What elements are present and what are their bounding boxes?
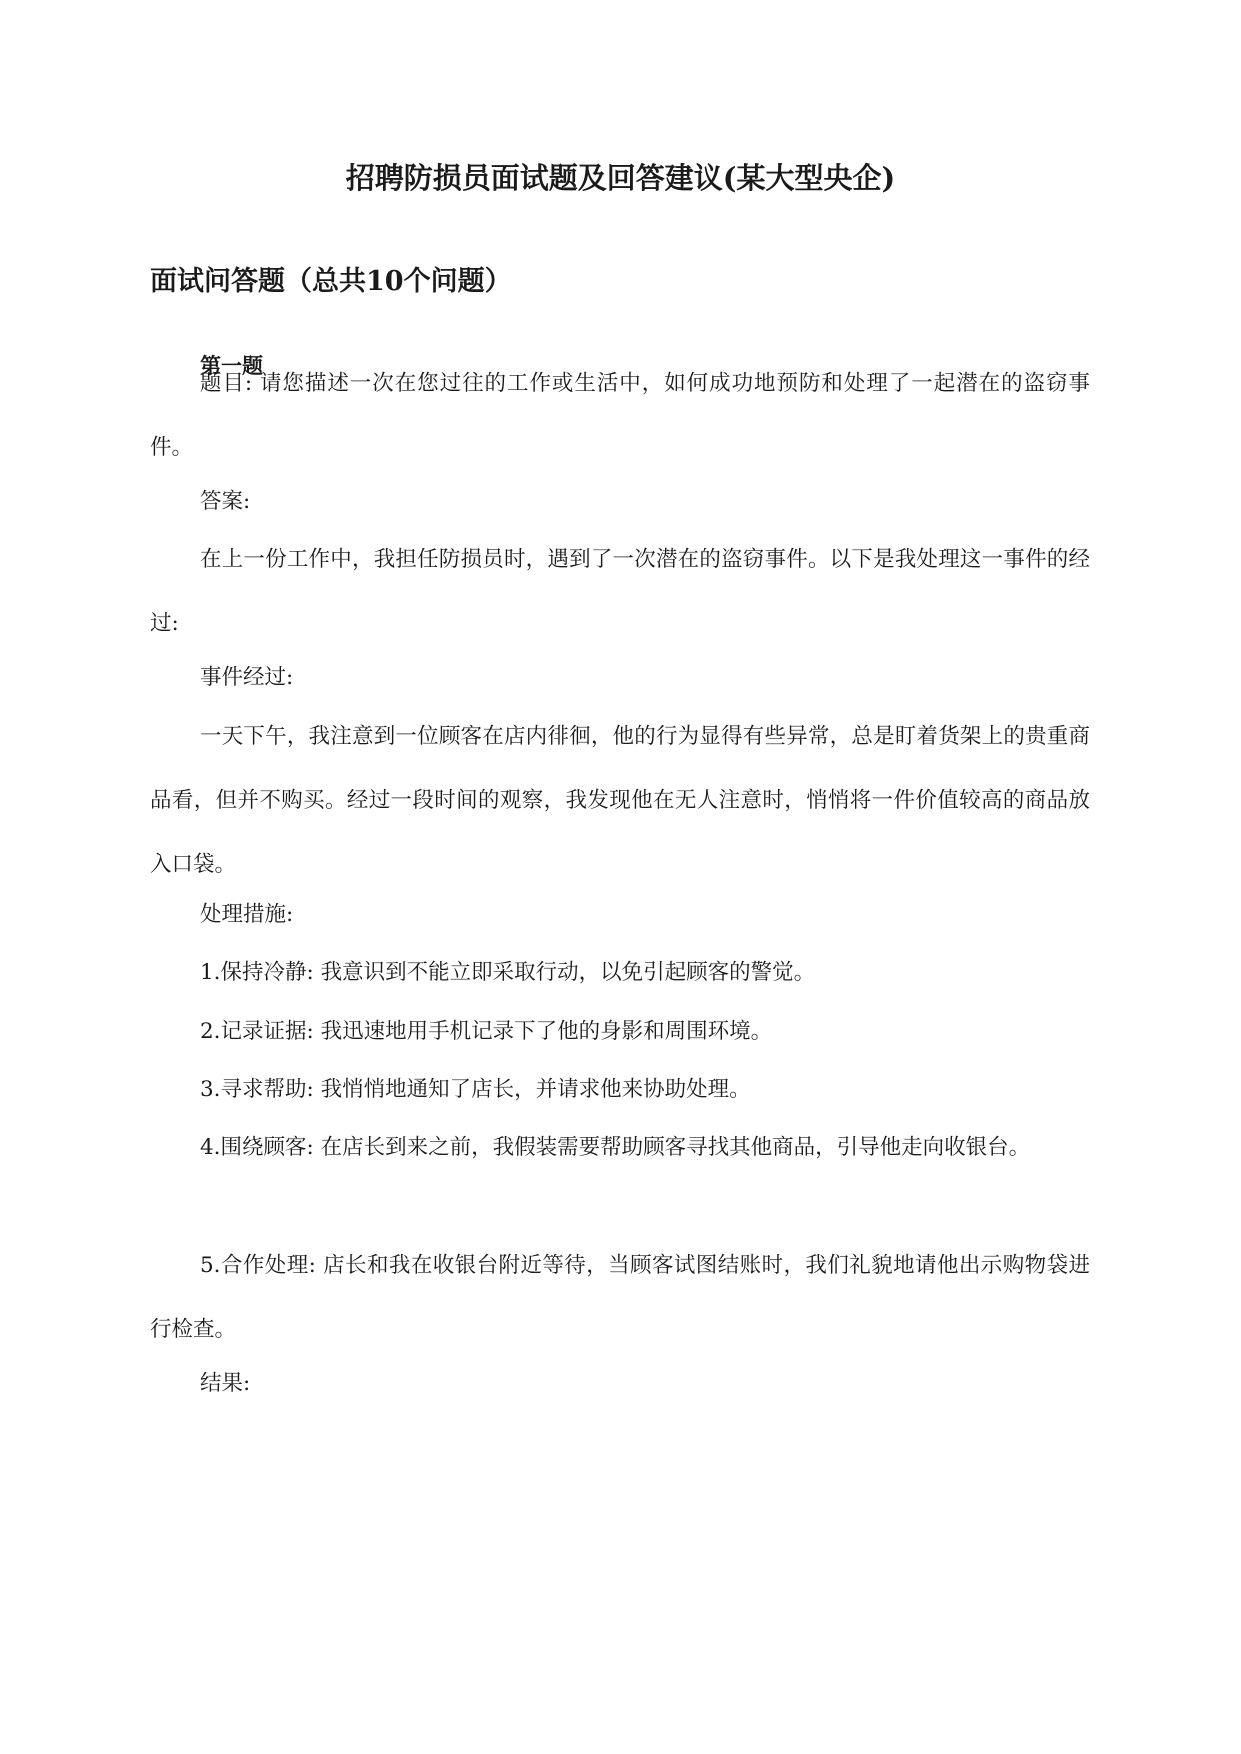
measure-item-3: 3.寻求帮助: 我悄悄地通知了店长，并请求他来协助处理。: [200, 1077, 751, 1102]
document-title: 招聘防损员面试题及回答建议(某大型央企): [345, 161, 896, 195]
measure-item-5: 5.合作处理: 店长和我在收银台附近等待，当顾客试图结账时，我们礼貌地请他出示购物袋进行检查。: [150, 1253, 1090, 1342]
measures-label: 处理措施:: [200, 902, 294, 927]
answer-label: 答案:: [200, 489, 251, 514]
event-label: 事件经过:: [200, 665, 294, 690]
question-label: 第一题: [200, 353, 263, 378]
result-label: 结果:: [200, 1371, 251, 1396]
measure-item-4: 4.围绕顾客: 在店长到来之前，我假装需要帮助顾客寻找其他商品，引导他走向收银台。: [200, 1135, 1031, 1160]
question-text: 题目: 请您描述一次在您过往的工作或生活中，如何成功地预防和处理了一起潜在的盗窃事件。: [150, 371, 1090, 460]
measure-item-1: 1.保持冷静: 我意识到不能立即采取行动，以免引起顾客的警觉。: [200, 960, 816, 985]
event-text: 一天下午，我注意到一位顾客在店内徘徊，他的行为显得有些异常，总是盯着货架上的贵重商品看，但并不购买。经过一段时间的观察，我发现他在无人注意时，悄悄将一件价值较高的商品放入口袋。: [150, 724, 1090, 877]
measure-item-2: 2.记录证据: 我迅速地用手机记录下了他的身影和周围环境。: [200, 1019, 773, 1044]
answer-intro: 在上一份工作中，我担任防损员时，遇到了一次潜在的盗窃事件。以下是我处理这一事件的经过:: [150, 547, 1090, 636]
section-heading: 面试问答题（总共10个问题）: [150, 266, 512, 297]
